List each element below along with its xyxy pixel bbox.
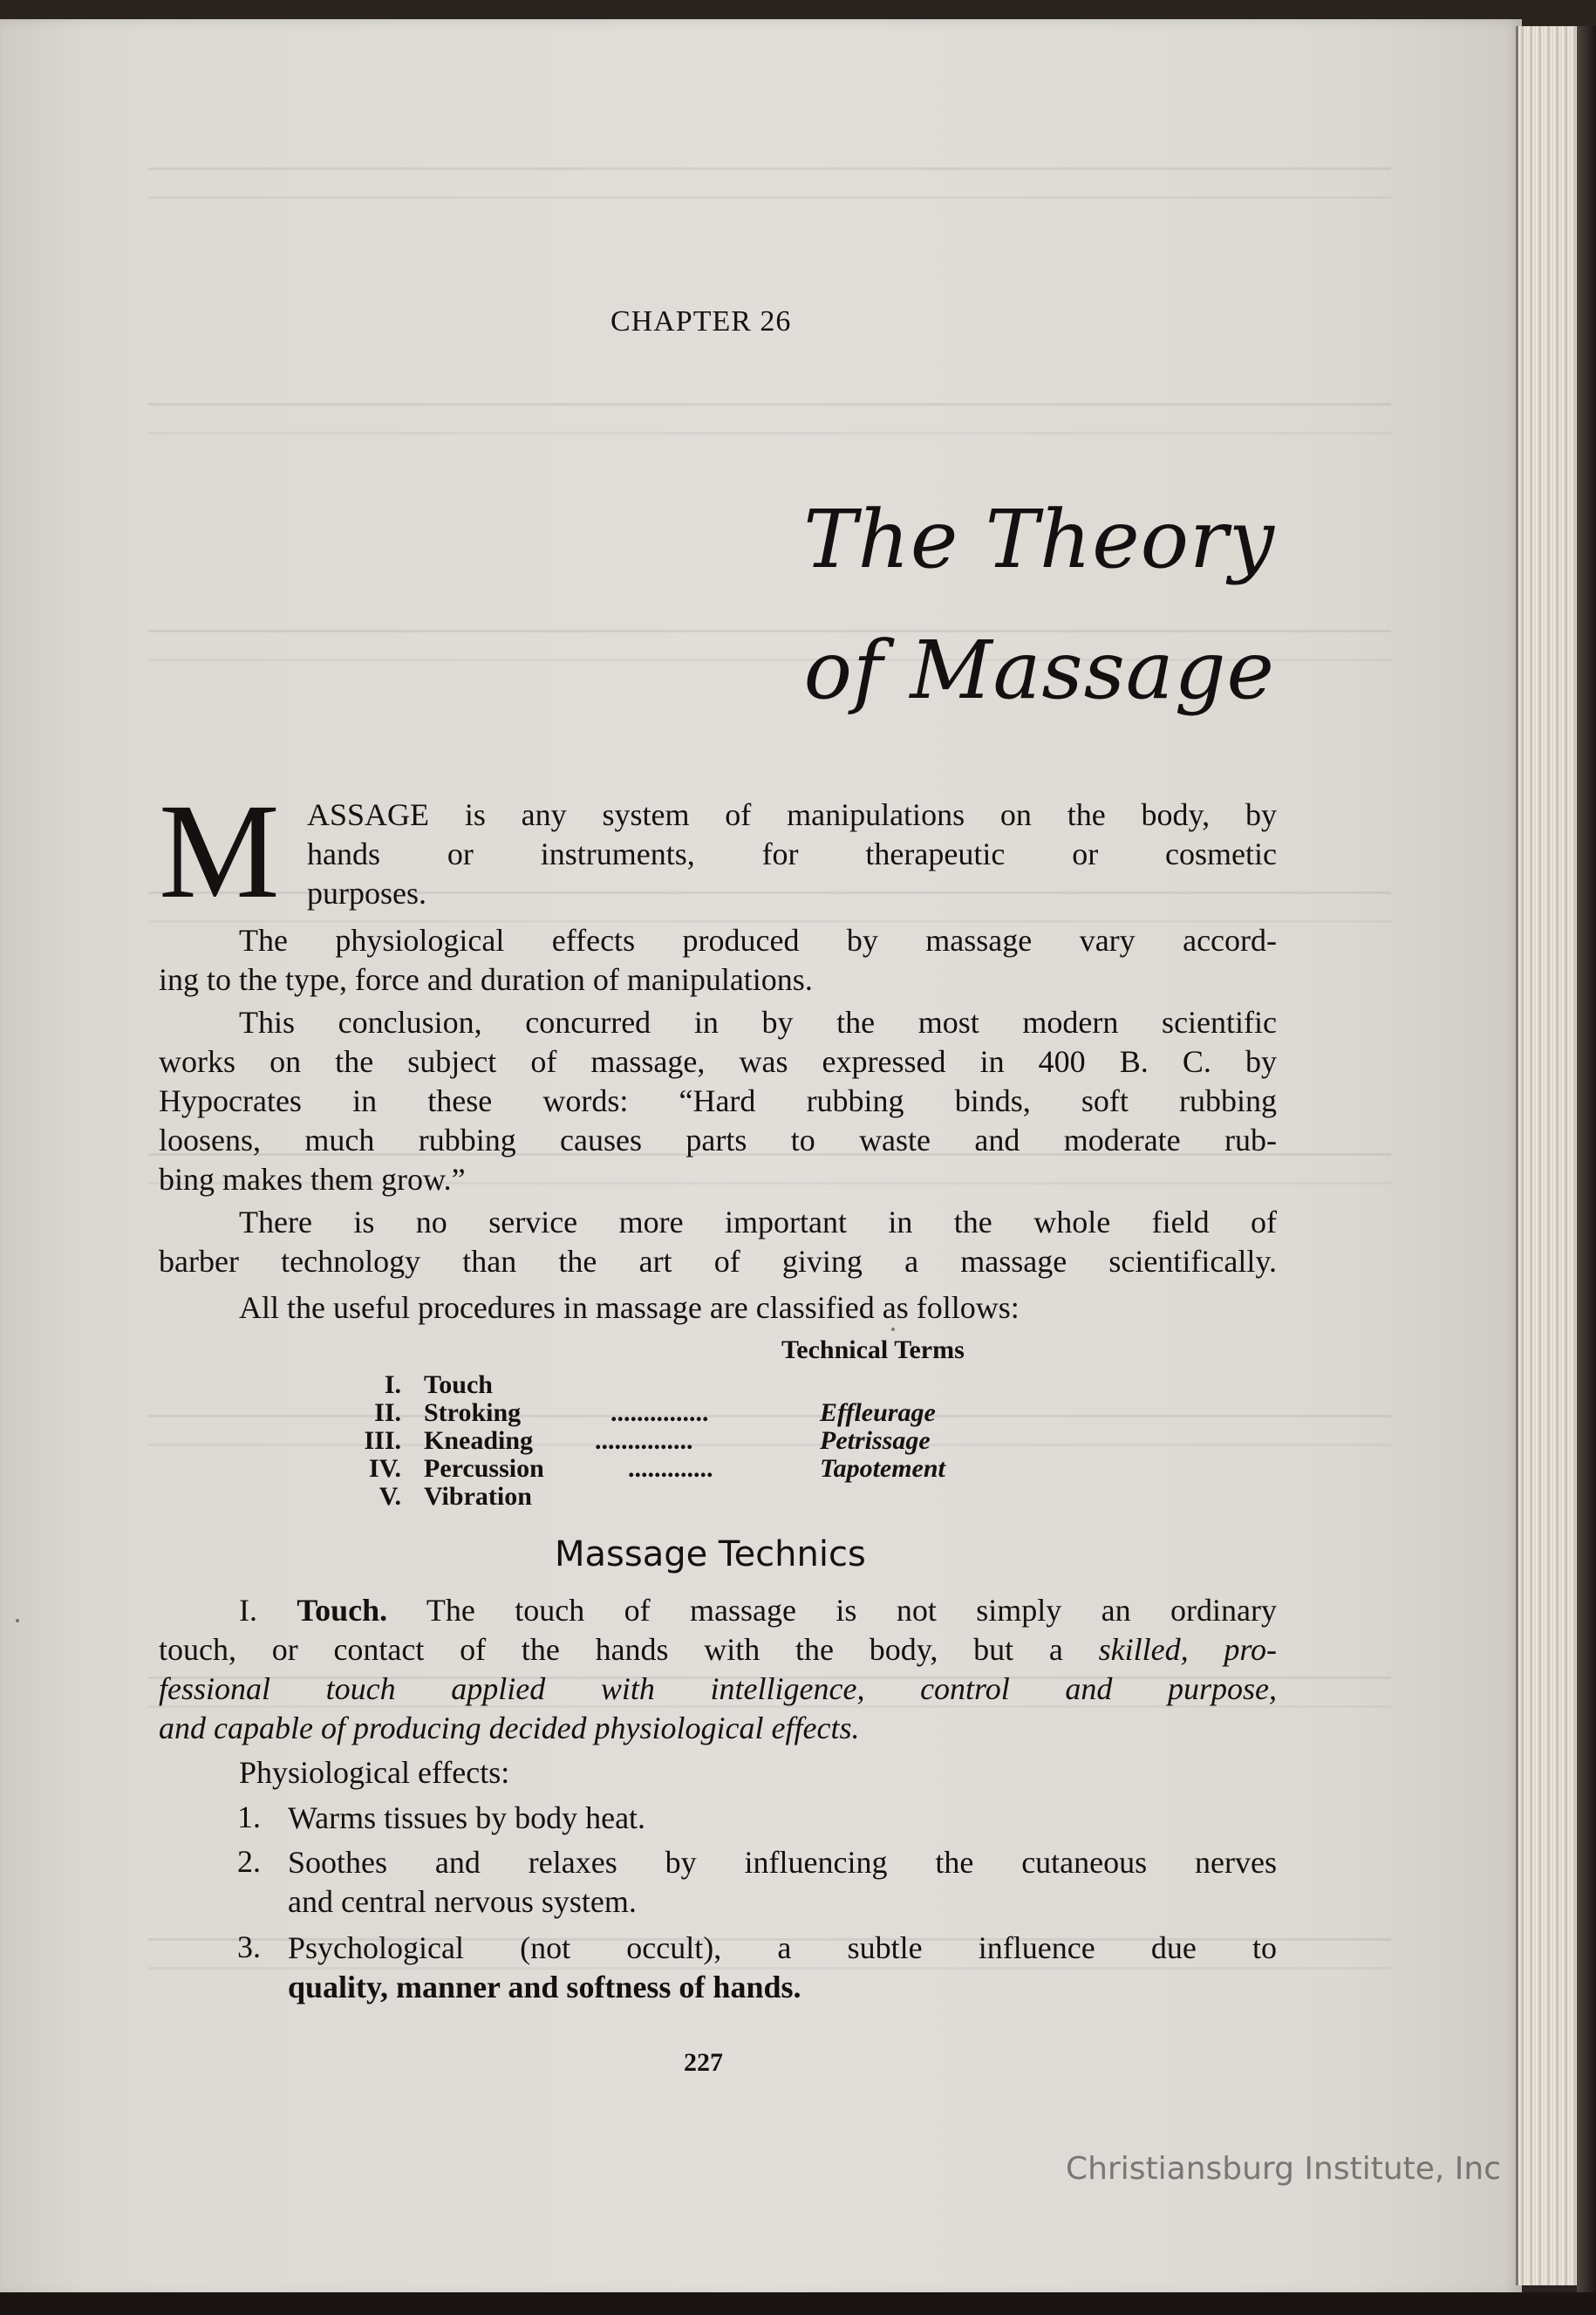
- touch-number: I.: [239, 1593, 257, 1628]
- title-line-1: The Theory: [803, 493, 1275, 586]
- book-cover-edge: [1577, 26, 1596, 2303]
- chapter-label: CHAPTER 26: [610, 305, 792, 338]
- term-leader: .............: [628, 1454, 713, 1483]
- show-through-text: [148, 1415, 1391, 1446]
- term-leader: ...............: [595, 1426, 693, 1455]
- paragraph-2-line-5: bing makes them grow.”: [159, 1162, 466, 1197]
- touch-line-4: and capable of producing decided physiological effects.: [159, 1711, 860, 1745]
- paragraph-1-line-2: ing to the type, force and duration of manipulations.: [159, 962, 813, 997]
- term-name: Kneading: [424, 1426, 534, 1455]
- title-line-2: of Massage: [803, 624, 1275, 717]
- effect-2-line-1: Soothes and relaxes by influencing the cutaneous nerves: [288, 1845, 1277, 1880]
- effect-3-line-1: Psychological (not occult), a subtle influence due to: [288, 1930, 1277, 1965]
- term-name: Stroking: [424, 1398, 522, 1427]
- touch-line-1: [239, 1591, 1277, 1630]
- effect-number: 3.: [237, 1929, 261, 1964]
- term-number: I.: [384, 1370, 401, 1399]
- touch-text-2-italic: skilled, pro-: [1098, 1632, 1277, 1667]
- effect-number: 2.: [237, 1844, 261, 1879]
- watermark: Christiansburg Institute, Inc: [1066, 2151, 1502, 2187]
- paragraph-1-line-1: The physiological effects produced by massage vary accord-: [239, 923, 1277, 958]
- paragraph-2-line-1: This conclusion, concurred in by the most modern scientific: [239, 1005, 1277, 1040]
- intro-line-3: purposes.: [307, 876, 426, 911]
- page-number: 227: [684, 2048, 723, 2077]
- effect-2-line-2: and central nervous system.: [288, 1884, 637, 1919]
- term-name: Percussion: [424, 1454, 544, 1483]
- term-number: III.: [364, 1426, 401, 1455]
- dust-speck: [16, 1619, 19, 1622]
- touch-line-3: fessional touch applied with intelligence, control and purpose,: [159, 1671, 1277, 1706]
- effect-number: 1.: [237, 1799, 261, 1834]
- show-through-text: [148, 167, 1391, 199]
- term-leader: ...............: [610, 1398, 709, 1427]
- touch-label: Touch.: [297, 1593, 388, 1628]
- term-name: Vibration: [424, 1482, 532, 1511]
- term-french: Petrissage: [820, 1426, 931, 1455]
- bottom-shadow: [0, 2292, 1596, 2315]
- dust-speck: [891, 1328, 895, 1331]
- term-number: V.: [379, 1482, 401, 1511]
- drop-cap: M: [159, 775, 280, 926]
- touch-text-2: touch, or contact of the hands with the body, but a: [159, 1632, 1099, 1667]
- section-heading: Massage Technics: [555, 1534, 866, 1574]
- effects-label: Physiological effects:: [239, 1755, 510, 1790]
- technical-terms-heading: Technical Terms: [781, 1335, 965, 1364]
- effect-3-line-2: quality, manner and softness of hands.: [288, 1970, 801, 2004]
- paragraph-3-line-2: barber technology than the art of giving a massage scientifically.: [159, 1244, 1277, 1279]
- intro-line-2: hands or instruments, for therapeutic or cosmetic: [307, 837, 1277, 871]
- paragraph-4: All the useful procedures in massage are classified as follows:: [239, 1290, 1020, 1325]
- term-french: Effleurage: [820, 1398, 936, 1427]
- touch-text-1: The touch of massage is not simply an ordinary: [387, 1593, 1277, 1628]
- term-number: IV.: [369, 1454, 401, 1483]
- term-number: II.: [374, 1398, 401, 1427]
- touch-line-2: [159, 1630, 1277, 1670]
- term-name: Touch: [424, 1370, 493, 1399]
- paragraph-2-line-2: works on the subject of massage, was expressed in 400 B. C. by: [159, 1044, 1277, 1079]
- paragraph-3-line-1: There is no service more important in the whole field of: [239, 1205, 1277, 1239]
- show-through-text: [148, 403, 1391, 434]
- paragraph-2-line-3: Hypocrates in these words: “Hard rubbing binds, soft rubbing: [159, 1083, 1277, 1118]
- term-french: Tapotement: [820, 1454, 945, 1483]
- paragraph-2-line-4: loosens, much rubbing causes parts to waste and moderate rub-: [159, 1123, 1277, 1158]
- intro-line-1: ASSAGE is any system of manipulations on the body, by: [307, 797, 1277, 832]
- effect-1-line-1: Warms tissues by body heat.: [288, 1800, 646, 1835]
